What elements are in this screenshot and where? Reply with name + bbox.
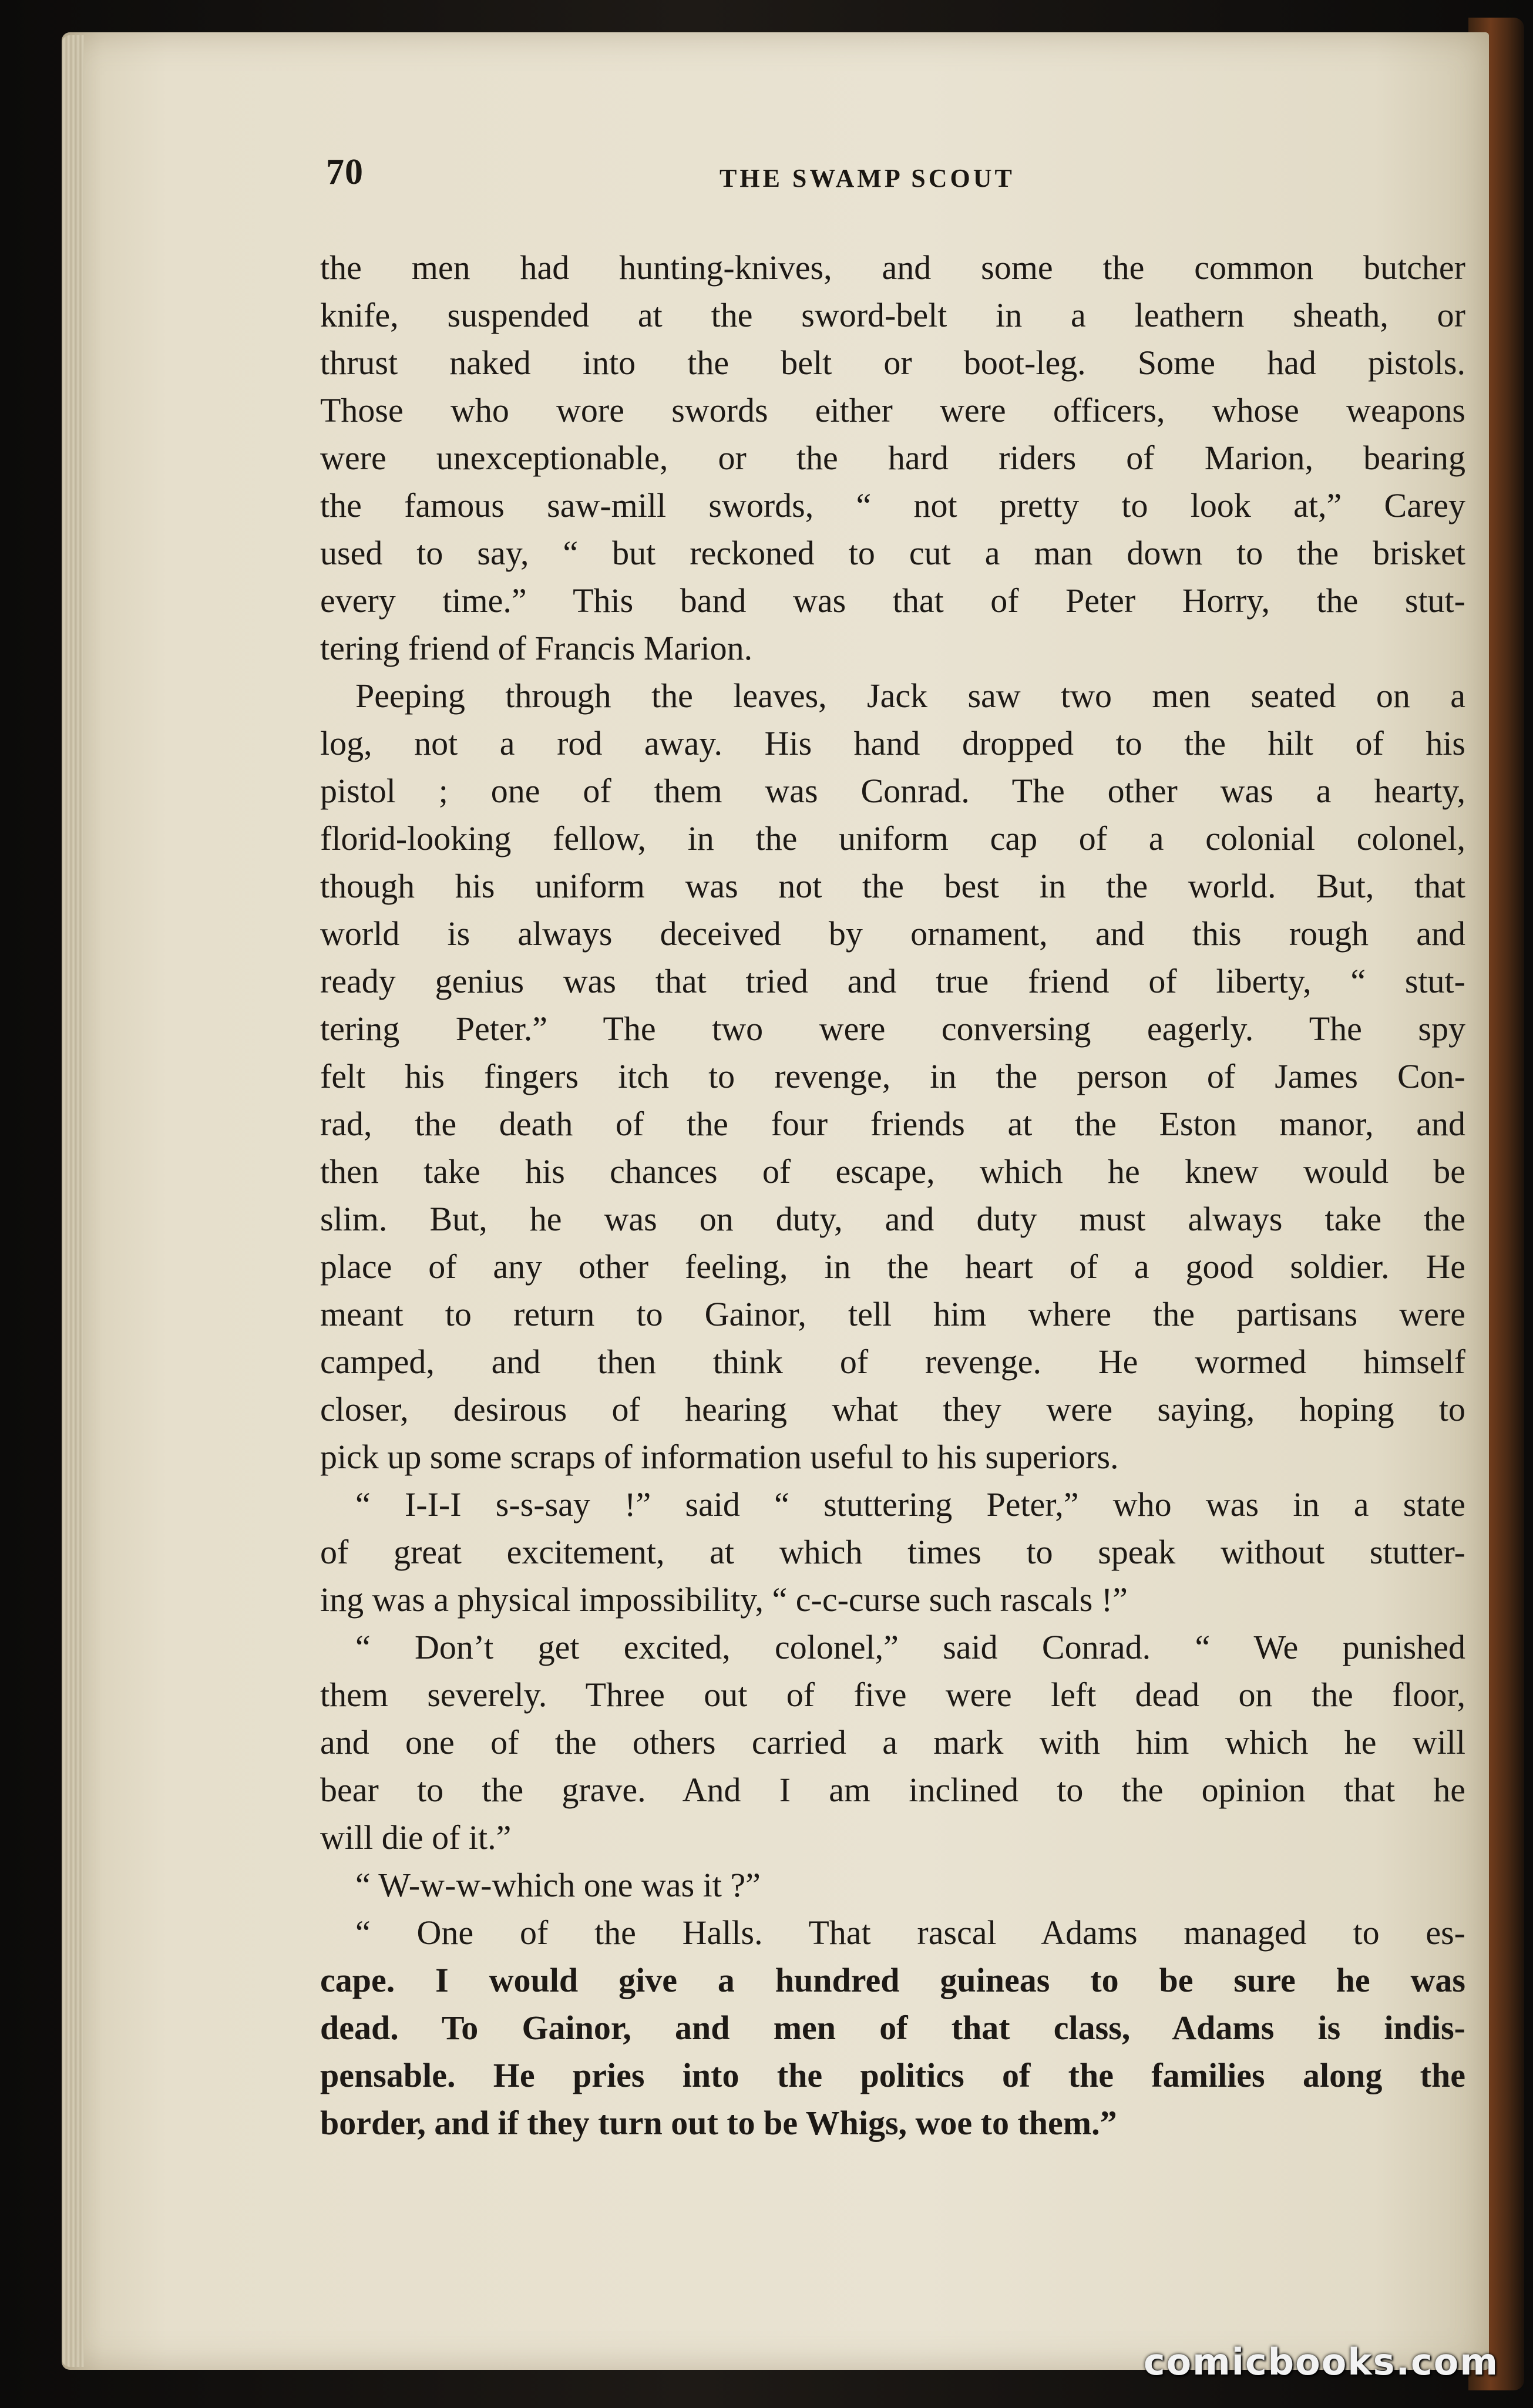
text-line: rad, the death of the four friends at the Eston manor, and [320,1105,1465,1143]
text-line: of great excitement, at which times to speak without stutter- [320,1533,1465,1571]
body-text [320,244,1465,2147]
text-line: “ One of the Halls. That rascal Adams managed to es- [355,1913,1465,1952]
text-line: slim. But, he was on duty, and duty must always take the [320,1200,1465,1238]
text-line: felt his fingers itch to revenge, in the person of James Con- [320,1057,1465,1095]
text-line: place of any other feeling, in the heart of a good soldier. He [320,1247,1465,1286]
text-line: knife, suspended at the sword-belt in a leathern sheath, or [320,296,1465,334]
text-line: closer, desirous of hearing what they were saying, hoping to [320,1390,1465,1428]
text-line: ing was a physical impossibility, “ c-c-curse such rascals !” [320,1580,1128,1619]
text-line: camped, and then think of revenge. He wormed himself [320,1343,1465,1381]
page-number: 70 [326,152,364,192]
text-line: florid-looking fellow, in the uniform cap of a colonial colonel, [320,819,1465,857]
site-watermark: comicbooks.com [1143,2340,1499,2383]
text-line: then take his chances of escape, which he knew would be [320,1152,1465,1190]
text-line: used to say, “ but reckoned to cut a man down to the brisket [320,534,1465,572]
text-line: “ I-I-I s-s-say !” said “ stuttering Peter,” who was in a state [355,1485,1465,1524]
text-line: tering friend of Francis Marion. [320,629,753,667]
text-line: were unexceptionable, or the hard riders of Marion, bearing [320,439,1465,477]
text-line: ready genius was that tried and true friend of liberty, “ stut- [320,962,1465,1000]
text-line: Peeping through the leaves, Jack saw two men seated on a [355,677,1465,715]
text-line: though his uniform was not the best in the world. But, that [320,867,1465,905]
text-line: cape. I would give a hundred guineas to be sure he was [320,1961,1465,1999]
text-line: border, and if they turn out to be Whigs, woe to them.” [320,2104,1117,2142]
text-line: “ Don’t get excited, colonel,” said Conrad. “ We punished [355,1628,1465,1666]
text-line: meant to return to Gainor, tell him where the partisans were [320,1295,1465,1333]
text-line: tering Peter.” The two were conversing eagerly. The spy [320,1010,1465,1048]
text-line: them severely. Three out of five were left dead on the floor, [320,1676,1465,1714]
text-line: Those who wore swords either were officers, whose weapons [320,391,1465,429]
text-line: and one of the others carried a mark with him which he will [320,1723,1465,1761]
text-line: log, not a rod away. His hand dropped to the hilt of his [320,724,1465,762]
text-line: pistol ; one of them was Conrad. The other was a hearty, [320,772,1465,810]
text-line: dead. To Gainor, and men of that class, Adams is indis- [320,2009,1465,2047]
text-line: bear to the grave. And I am inclined to the opinion that he [320,1771,1465,1809]
text-line: will die of it.” [320,1818,512,1857]
running-head: THE SWAMP SCOUT [720,164,1015,193]
text-line: thrust naked into the belt or boot-leg. Some had pistols. [320,344,1465,382]
text-line: “ W-w-w-which one was it ?” [355,1866,761,1904]
text-line: world is always deceived by ornament, and this rough and [320,914,1465,953]
text-line: pick up some scraps of information useful to his superiors. [320,1438,1119,1476]
text-line: every time.” This band was that of Peter Horry, the stut- [320,581,1465,620]
page-stack-edge [62,35,84,2367]
text-line: the men had hunting-knives, and some the common butcher [320,248,1465,287]
text-line: pensable. He pries into the politics of the families along the [320,2056,1465,2094]
text-line: the famous saw-mill swords, “ not pretty to look at,” Carey [320,486,1465,524]
